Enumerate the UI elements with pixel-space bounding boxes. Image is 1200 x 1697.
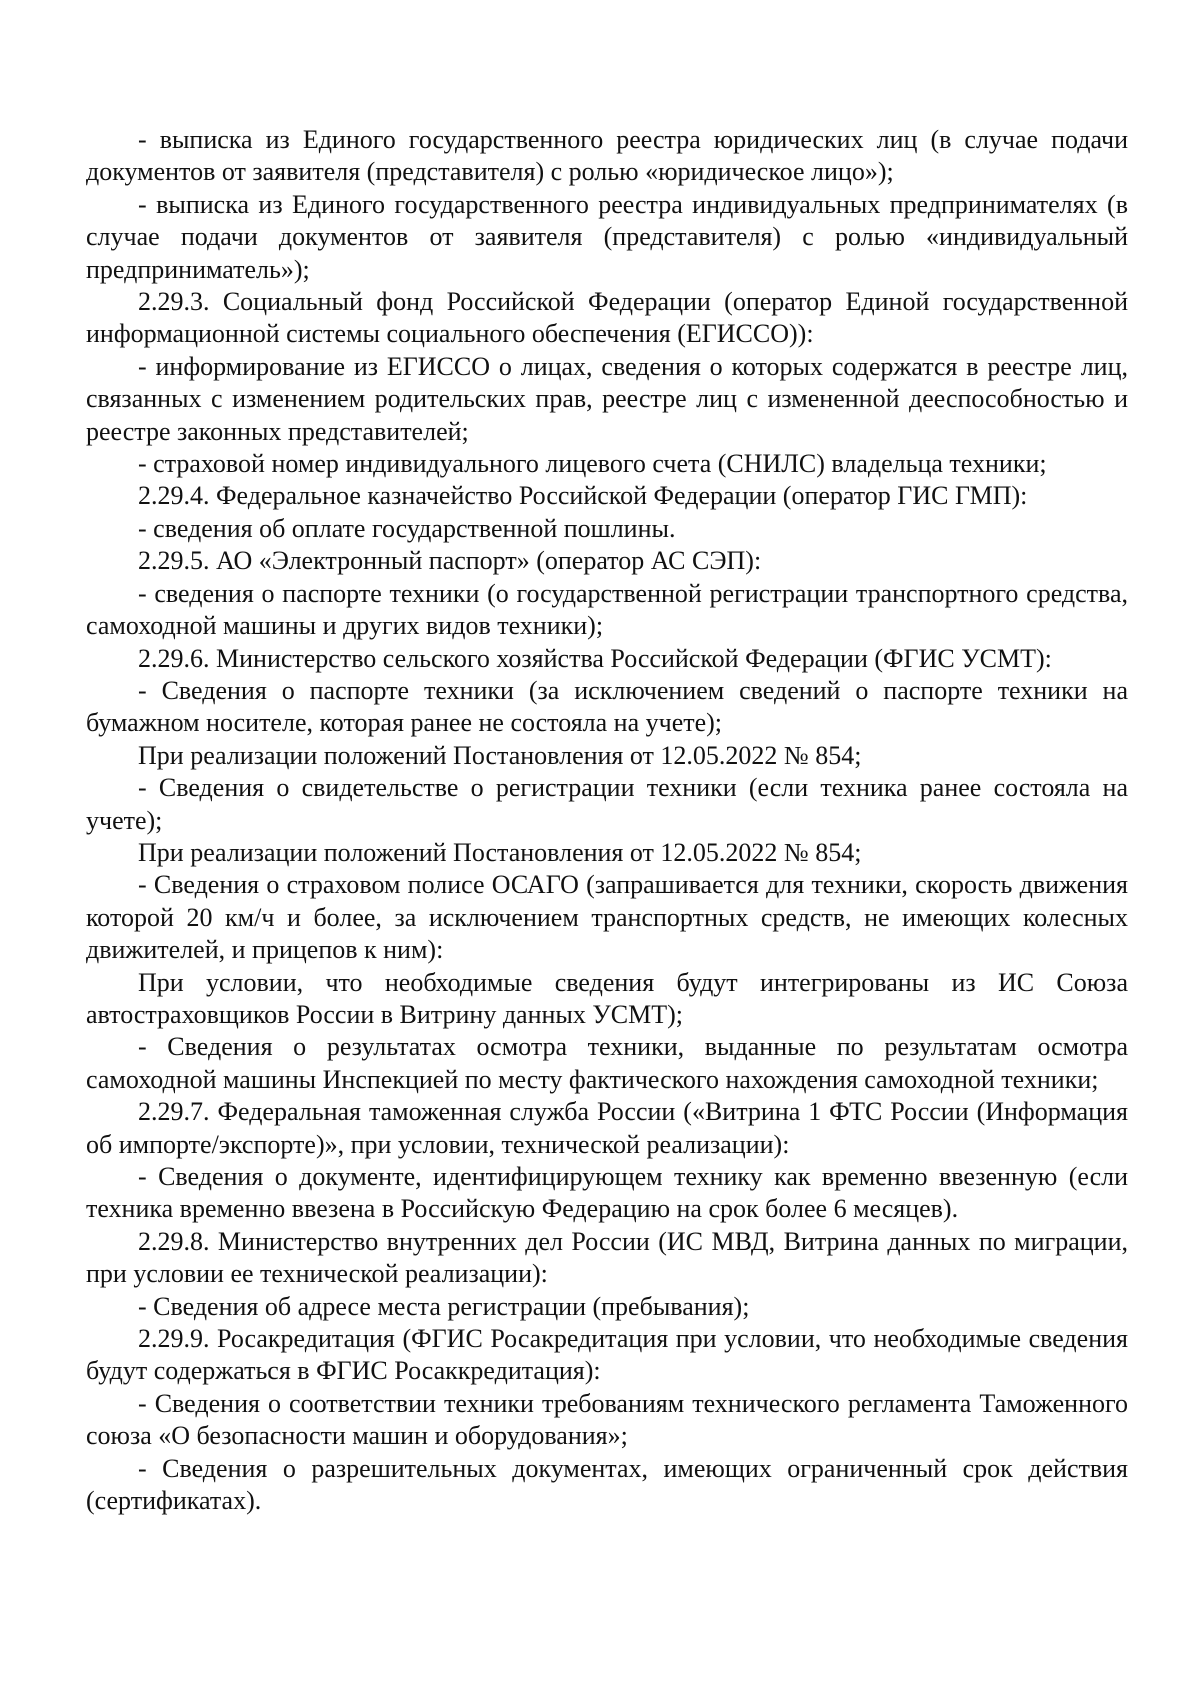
list-item-paper-passport-info: - Сведения о паспорте техники (за исключением сведений о паспорте техники на бумажном носителе, которая ранее не состояла на учете); [86, 675, 1128, 738]
list-item-vehicle-passport-info: - сведения о паспорте техники (о государственной регистрации транспортного средства, самоходной машины и других видов техники); [86, 578, 1128, 641]
list-item-egrul-extract: - выписка из Единого государственного реестра юридических лиц (в случае подачи документов от заявителя (представителя) с ролью «юридическое лицо»); [86, 125, 1128, 187]
section-2-29-3-heading: 2.29.3. Социальный фонд Российской Федерации (оператор Единой государственной информационной системы социального обеспечения (ЕГИССО)): [86, 287, 1128, 349]
condition-decree-854-first: При реализации положений Постановления от 12.05.2022 № 854; [138, 740, 862, 770]
list-item-snils: - страховой номер индивидуального лицевого счета (СНИЛС) владельца техники; [138, 449, 1047, 479]
list-item-technical-regulation-compliance: - Сведения о соответствии техники требованиям технического регламента Таможенного союза «О безопасности машин и оборудования»; [86, 1388, 1128, 1451]
section-2-29-4-heading: 2.29.4. Федеральное казначейство Российской Федерации (оператор ГИС ГМП): [138, 481, 1028, 511]
list-item-registration-address: - Сведения об адресе места регистрации (пребывания); [138, 1291, 750, 1321]
list-item-inspection-results: - Сведения о результатах осмотра техники, выданные по результатам осмотра самоходной машины Инспекцией по месту фактического нахождения самоходной техники; [86, 1032, 1128, 1094]
section-2-29-9-heading: 2.29.9. Росакредитация (ФГИС Росакредитация при условии, что необходимые сведения будут содержаться в ФГИС Росаккредитация): [86, 1324, 1128, 1386]
condition-insurers-union-integration: При условии, что необходимые сведения будут интегрированы из ИС Союза автостраховщиков России в Витрину данных УСМТ); [86, 967, 1128, 1029]
condition-decree-854-second: При реализации положений Постановления от 12.05.2022 № 854; [138, 837, 862, 867]
list-item-registration-certificate: - Сведения о свидетельстве о регистрации техники (если техника ранее состояла на учете); [86, 773, 1128, 835]
list-item-temporary-import-document: - Сведения о документе, идентифицирующем технику как временно ввезенную (если техника временно ввезена в Российскую Федерацию на срок более 6 месяцев). [86, 1162, 1128, 1224]
list-item-osago-policy: - Сведения о страховом полисе ОСАГО (запрашивается для техники, скорость движения которой 20 км/ч и более, за исключением транспортных средств, не имеющих колесных движителей, и прицепов к ним): [86, 870, 1128, 965]
section-2-29-6-heading: 2.29.6. Министерство сельского хозяйства Российской Федерации (ФГИС УСМТ): [138, 643, 1052, 673]
section-2-29-7-heading: 2.29.7. Федеральная таможенная служба России («Витрина 1 ФТС России (Информация об импорте/экспорте)», при условии, технической реализации): [86, 1097, 1128, 1159]
list-item-duty-payment: - сведения об оплате государственной пошлины. [138, 513, 676, 543]
section-2-29-5-heading: 2.29.5. АО «Электронный паспорт» (оператор АС СЭП): [138, 546, 762, 576]
list-item-egisso-info: - информирование из ЕГИССО о лицах, сведения о которых содержатся в реестре лиц, связанных с изменением родительских прав, реестре лиц с измененной дееспособностью и реестре законных представителей; [86, 351, 1128, 446]
list-item-egrip-extract: - выписка из Единого государственного реестра индивидуальных предпринимателях (в случае подачи документов от заявителя (представителя) с ролью «индивидуальный предприниматель»); [86, 189, 1128, 284]
section-2-29-8-heading: 2.29.8. Министерство внутренних дел России (ИС МВД, Витрина данных по миграции, при условии ее технической реализации): [86, 1226, 1128, 1289]
list-item-permit-documents: - Сведения о разрешительных документах, имеющих ограниченный срок действия (сертификатах). [86, 1453, 1128, 1516]
document-body [86, 124, 1128, 1517]
